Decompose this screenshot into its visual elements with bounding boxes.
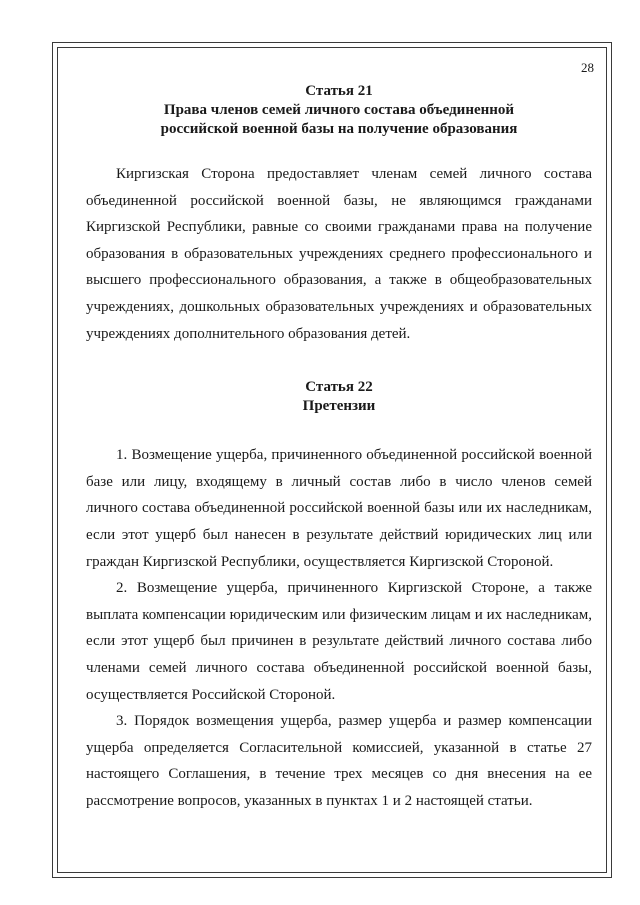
article-21-heading-line: Права членов семей личного состава объединенной <box>163 102 515 118</box>
article-21-paragraph: Киргизская Сторона предоставляет членам семей личного состава объединенной российской военной базы, не являющимся гражданами Киргизской Республики, равные со своими гражданами права на получение образования в образовательных учреждениях среднего профессионального и высшего профессионального образования, а также в общеобразовательных учреждениях, дошкольных образовательных учреждениях и образовательных учреждениях дополнительного образования детей. <box>86 166 592 342</box>
document-body <box>86 76 592 814</box>
article-22-title: Статья 22 <box>305 379 373 396</box>
article-22-heading <box>86 378 592 416</box>
article-22-paragraph-3: 3. Порядок возмещения ущерба, размер ущерба и размер компенсации ущерба определяется Согласительной комиссией, указанной в статье 27 настоящего Соглашения, в течение трех месяцев со дня внесения на ее рассмотрение вопросов, указанных в пунктах 1 и 2 настоящей статьи. <box>86 713 592 809</box>
article-22 <box>86 378 592 814</box>
article-21 <box>86 82 592 347</box>
article-21-heading-line: российской военной базы на получение образования <box>160 121 518 137</box>
article-22-heading-line: Претензии <box>302 398 376 415</box>
article-21-body <box>86 161 592 347</box>
article-21-heading <box>86 82 592 139</box>
page-number: 28 <box>581 60 594 75</box>
article-22-body <box>86 442 592 814</box>
article-22-paragraph-1: 1. Возмещение ущерба, причиненного объединенной российской военной базе или лицу, входящему в личный состав либо в число членов семей личного состава объединенной российской военной базы или их наследникам, если этот ущерб был нанесен в результате действий юридических лиц или граждан Киргизской Республики, осуществляется Киргизской Стороной. <box>86 447 592 570</box>
article-21-title: Статья 21 <box>305 83 373 99</box>
article-22-paragraph-2: 2. Возмещение ущерба, причиненного Киргизской Стороне, а также выплата компенсации юридическим или физическим лицам и их наследникам, если этот ущерб был причинен в результате действий личного состава либо членами семей личного состава объединенной российской военной базы, осуществляется Российской Стороной. <box>86 580 592 703</box>
